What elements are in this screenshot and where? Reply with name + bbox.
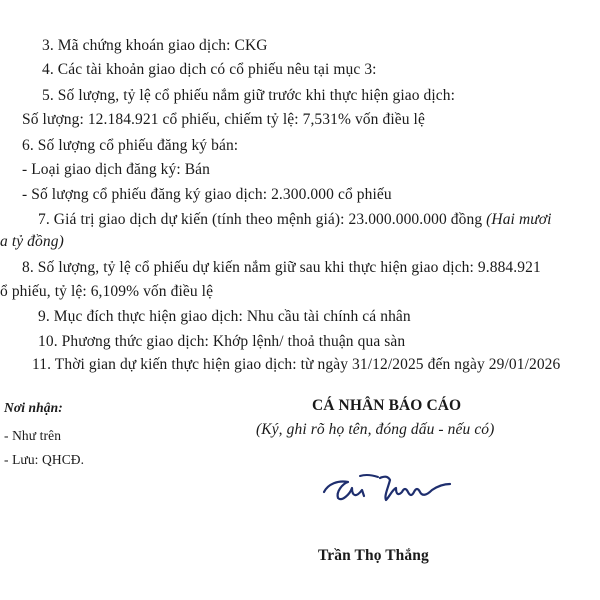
item-6-heading: 6. Số lượng cổ phiếu đăng ký bán: [22, 137, 239, 154]
reporter-name: Trần Thọ Thắng [318, 547, 429, 564]
item-9-purpose: 9. Mục đích thực hiện giao dịch: Nhu cầu tài chính cá nhân [38, 308, 411, 325]
reporter-title: CÁ NHÂN BÁO CÁO [312, 397, 462, 414]
recipients-heading: Nơi nhận: [4, 400, 63, 415]
item-7-words-start: (Hai mươi [486, 211, 552, 228]
reporter-instruction: (Ký, ghi rõ họ tên, đóng dấu - nếu có) [256, 421, 495, 438]
recipient-item-2: - Lưu: QHCĐ. [4, 452, 85, 467]
item-5-detail: Số lượng: 12.184.921 cổ phiếu, chiếm tỷ lệ: 7,531% vốn điều lệ [22, 111, 425, 128]
item-10-method: 10. Phương thức giao dịch: Khớp lệnh/ thoả thuận qua sàn [38, 333, 406, 350]
item-6-type: - Loại giao dịch đăng ký: Bán [22, 161, 210, 178]
item-8-line2: ổ phiếu, tỷ lệ: 6,109% vốn điều lệ [0, 283, 214, 300]
item-7-words-end: a tỷ đồng) [0, 233, 64, 250]
recipient-item-1: - Như trên [4, 428, 62, 443]
item-8-line1: 8. Số lượng, tỷ lệ cổ phiếu dự kiến nắm giữ sau khi thực hiện giao dịch: 9.884.921 [22, 259, 541, 276]
item-11-period: 11. Thời gian dự kiến thực hiện giao dịch: từ ngày 31/12/2025 đến ngày 29/01/2026 [32, 356, 561, 373]
item-7-value [38, 210, 552, 230]
item-5-heading: 5. Số lượng, tỷ lệ cổ phiếu nắm giữ trước khi thực hiện giao dịch: [42, 87, 456, 104]
item-6-quantity: - Số lượng cổ phiếu đăng ký giao dịch: 2.300.000 cổ phiếu [22, 186, 392, 203]
item-4-accounts: 4. Các tài khoản giao dịch có cổ phiếu nêu tại mục 3: [42, 61, 377, 78]
item-3-stock-code: 3. Mã chứng khoán giao dịch: CKG [42, 37, 268, 54]
item-7-main: 7. Giá trị giao dịch dự kiến (tính theo mệnh giá): 23.000.000.000 đồng [38, 211, 483, 228]
handwritten-signature [322, 466, 452, 512]
